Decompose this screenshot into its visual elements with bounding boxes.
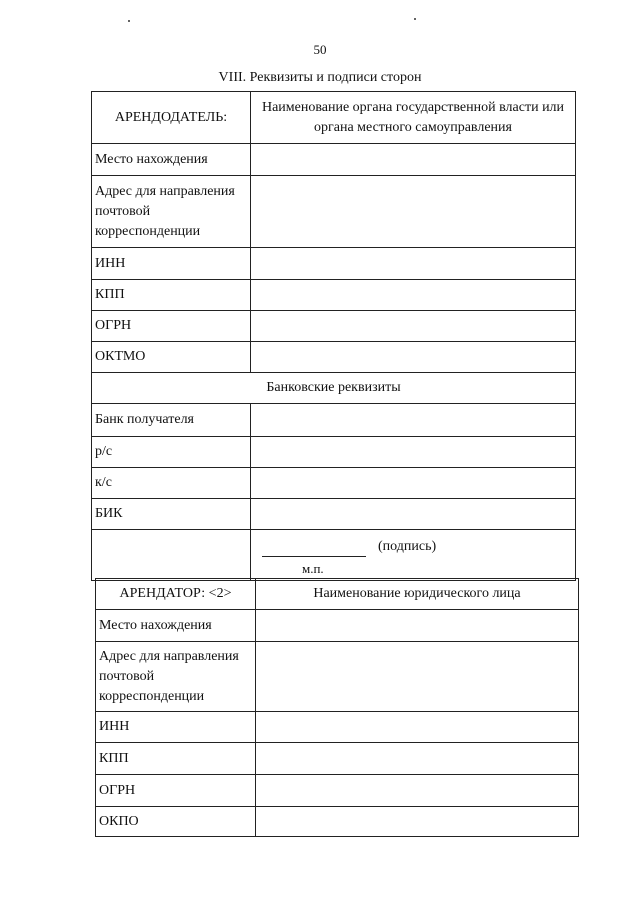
row-value[interactable] xyxy=(251,404,576,437)
bank-heading: Банковские реквизиты xyxy=(92,373,576,404)
row-value[interactable] xyxy=(256,775,579,807)
lessor-header-row xyxy=(92,92,576,144)
table-row xyxy=(96,712,579,743)
signature-label: (подпись) xyxy=(378,539,437,554)
row-label: КПП xyxy=(96,743,256,775)
row-label: Адрес для направления почтовой корреспонденции xyxy=(92,176,251,248)
table-row xyxy=(96,610,579,642)
table-row xyxy=(96,775,579,807)
row-label: Место нахождения xyxy=(92,144,251,176)
signature-line[interactable] xyxy=(262,542,366,557)
table-row xyxy=(92,176,576,248)
scan-speck xyxy=(128,20,130,22)
row-label: ИНН xyxy=(92,248,251,280)
row-value[interactable] xyxy=(251,342,576,373)
signature-cell xyxy=(251,530,576,581)
tenant-header-label: АРЕНДАТОР: <2> xyxy=(96,579,256,610)
table-row xyxy=(92,437,576,468)
row-value[interactable] xyxy=(251,248,576,280)
scan-speck xyxy=(414,18,416,20)
table-row xyxy=(92,280,576,311)
row-label: к/с xyxy=(92,468,251,499)
section-title: VIII. Реквизиты и подписи сторон xyxy=(218,70,422,85)
row-value[interactable] xyxy=(251,280,576,311)
row-label: Место нахождения xyxy=(96,610,256,642)
row-label: ИНН xyxy=(96,712,256,743)
table-row xyxy=(92,144,576,176)
signature-row xyxy=(92,530,576,581)
lessor-requisites-table xyxy=(91,91,576,581)
row-value[interactable] xyxy=(256,743,579,775)
row-label: ОГРН xyxy=(96,775,256,807)
row-label: Банк получателя xyxy=(92,404,251,437)
row-value[interactable] xyxy=(256,642,579,712)
table-row xyxy=(92,468,576,499)
stamp-label: м.п. xyxy=(302,561,324,576)
row-value[interactable] xyxy=(256,807,579,837)
row-value[interactable] xyxy=(256,712,579,743)
row-label: ОКТМО xyxy=(92,342,251,373)
row-label: ОГРН xyxy=(92,311,251,342)
row-value[interactable] xyxy=(256,610,579,642)
row-label: Адрес для направления почтовой корреспонденции xyxy=(96,642,256,712)
table-row xyxy=(96,642,579,712)
row-value[interactable] xyxy=(251,176,576,248)
table-row xyxy=(92,499,576,530)
row-label: КПП xyxy=(92,280,251,311)
tenant-header-name: Наименование юридического лица xyxy=(256,579,579,610)
row-value[interactable] xyxy=(251,437,576,468)
row-label: БИК xyxy=(92,499,251,530)
tenant-requisites-table xyxy=(95,578,579,837)
bank-heading-row xyxy=(92,373,576,404)
row-label: р/с xyxy=(92,437,251,468)
row-value[interactable] xyxy=(251,311,576,342)
table-row xyxy=(96,807,579,837)
table-row xyxy=(92,404,576,437)
row-value[interactable] xyxy=(251,144,576,176)
lessor-header-name: Наименование органа государственной власти или органа местного самоуправления xyxy=(251,92,576,144)
table-row xyxy=(92,311,576,342)
row-value[interactable] xyxy=(251,499,576,530)
page-number: 50 xyxy=(313,42,327,57)
lessor-header-label: АРЕНДОДАТЕЛЬ: xyxy=(92,92,251,144)
signature-empty-cell xyxy=(92,530,251,581)
tenant-header-row xyxy=(96,579,579,610)
row-label: ОКПО xyxy=(96,807,256,837)
table-row xyxy=(96,743,579,775)
table-row xyxy=(92,248,576,280)
row-value[interactable] xyxy=(251,468,576,499)
table-row xyxy=(92,342,576,373)
